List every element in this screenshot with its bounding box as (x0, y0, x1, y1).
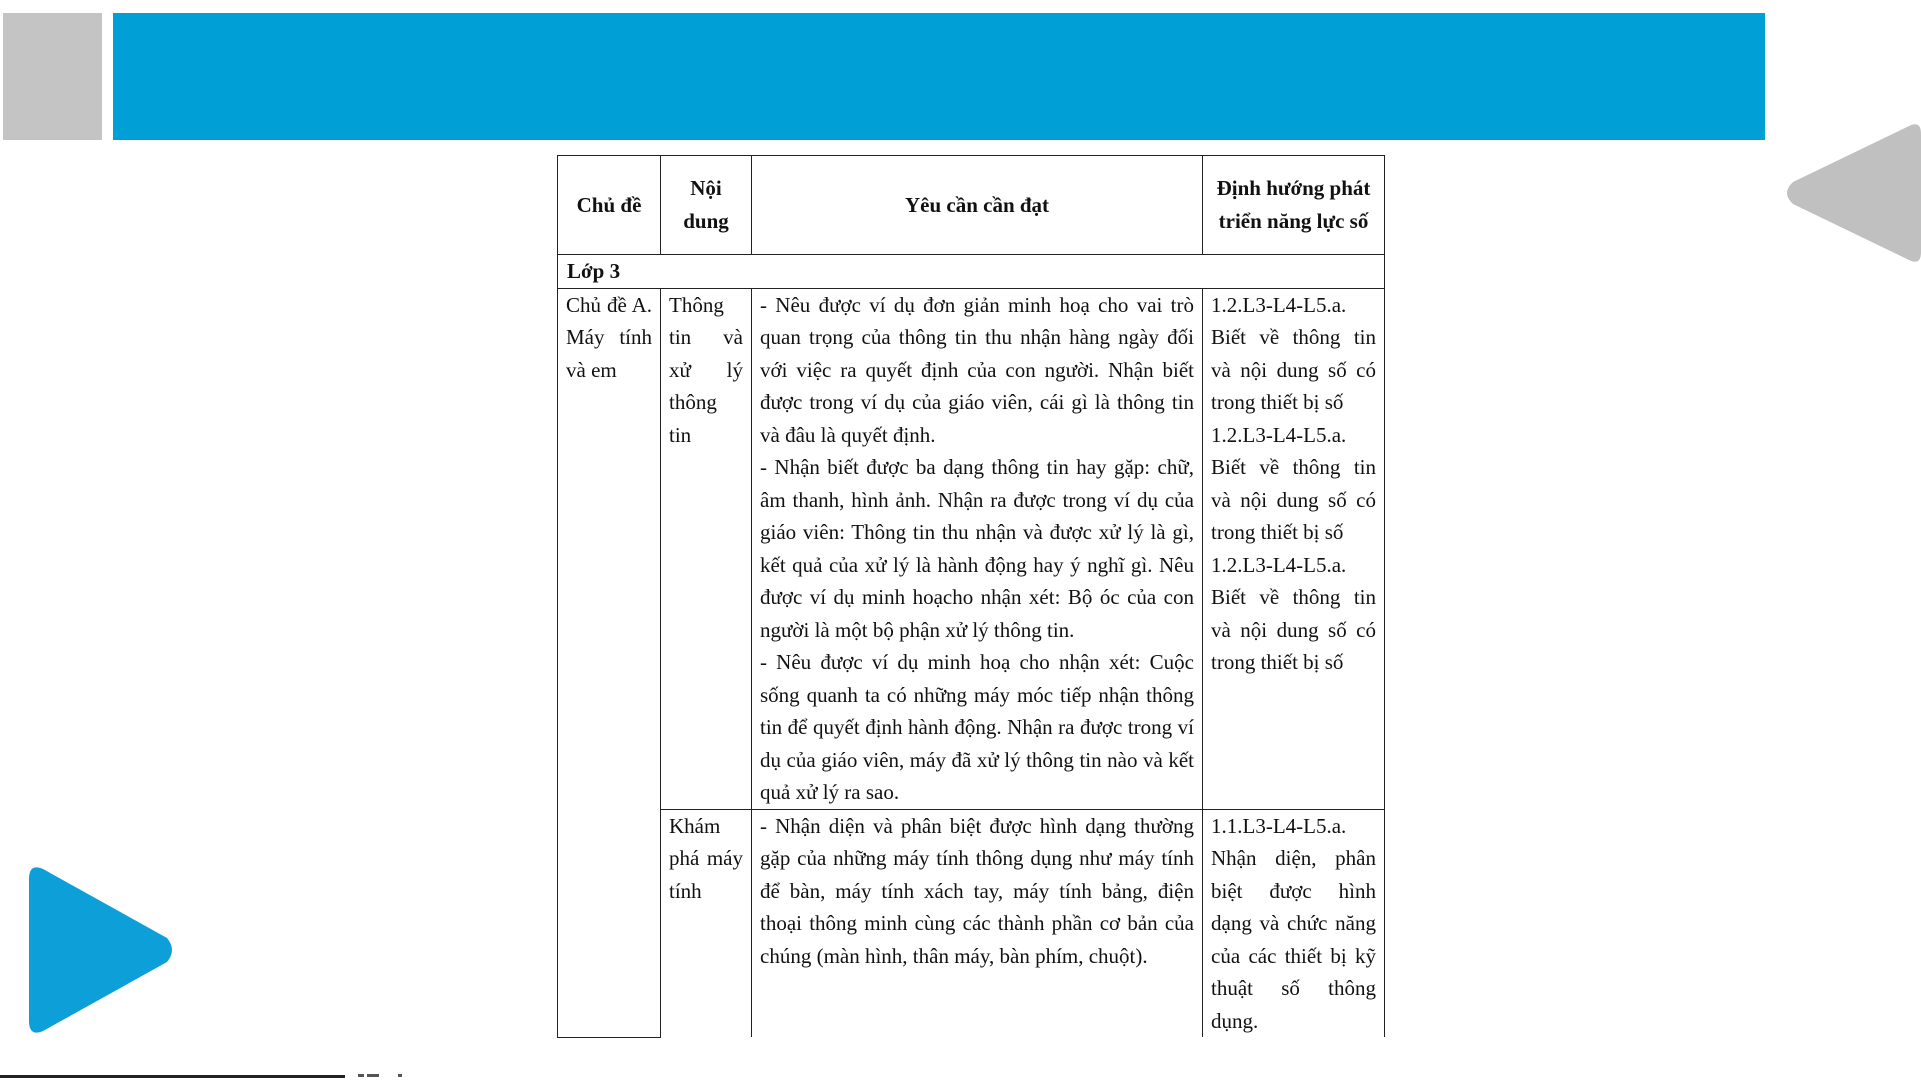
table-row (558, 809, 1385, 1037)
competency-cell (1203, 809, 1385, 1037)
next-slide-icon[interactable] (25, 865, 175, 1035)
requirement-cell (752, 809, 1203, 1037)
header-content: Nội dung (661, 156, 752, 255)
table-header-row (558, 156, 1385, 255)
requirement-item: - Nhận biết được ba dạng thông tin hay gặp: chữ, âm thanh, hình ảnh. Nhận ra được trong ví dụ của giáo viên: Thông tin thu nhận và được xử lý là gì, kết quả của xử lý là hành động hay ý nghĩ gì. Nêu được ví dụ minh hoạcho nhận xét: Bộ óc của con người là một bộ phận xử lý thông tin. (760, 455, 1194, 642)
content-cell: Khám phá máy tính (661, 809, 752, 1037)
footer-mark (358, 1072, 418, 1078)
header-requirement: Yêu cần cần đạt (752, 156, 1203, 255)
slide-gray-block (3, 13, 102, 140)
competency-item: 1.2.L3-L4-L5.a. Biết về thông tin và nội dung số có trong thiết bị số (1211, 292, 1376, 414)
competency-item: 1.2.L3-L4-L5.a. Biết về thông tin và nội dung số có trong thiết bị số (1211, 422, 1376, 544)
header-competency: Định hướng phát triển năng lực số (1203, 156, 1385, 255)
table-row (558, 288, 1385, 809)
footer-rule (0, 1075, 345, 1078)
requirement-cell (752, 288, 1203, 809)
requirement-item: - Nhận diện và phân biệt được hình dạng thường gặp của những máy tính thông dụng như máy tính để bàn, máy tính xách tay, máy tính bảng, điện thoại thông minh cùng các thành phần cơ bản của chúng (màn hình, thân máy, bàn phím, chuột). (760, 813, 1194, 968)
competency-item: 1.2.L3-L4-L5.a. Biết về thông tin và nội dung số có trong thiết bị số (1211, 552, 1376, 674)
topic-cell: Chủ đề A. Máy tính và em (558, 288, 661, 1037)
requirement-item: - Nêu được ví dụ minh hoạ cho nhận xét: Cuộc sống quanh ta có những máy móc tiếp nhận thông tin để quyết định hành động. Nhận ra được trong ví dụ của giáo viên, máy đã xử lý thông tin nào và kết quả xử lý ra sao. (760, 650, 1194, 804)
curriculum-table (557, 155, 1385, 1038)
content-cell: Thông tin và xử lý thông tin (661, 288, 752, 809)
requirement-item: - Nêu được ví dụ đơn giản minh hoạ cho vai trò quan trọng của thông tin thu nhận hàng ngày đối với việc ra quyết định của con người. Nhận biết được trong ví dụ của giáo viên, cái gì là thông tin và đâu là quyết định. (760, 292, 1194, 447)
grade-row (558, 255, 1385, 289)
grade-label: Lớp 3 (558, 255, 1385, 289)
slide-title-bar (113, 13, 1765, 140)
previous-slide-icon[interactable] (1781, 118, 1921, 268)
header-topic: Chủ đề (558, 156, 661, 255)
competency-item: 1.1.L3-L4-L5.a. Nhận diện, phân biệt được hình dạng và chức năng của các thiết bị kỹ thuật số thông dụng. (1211, 813, 1376, 1033)
competency-cell (1203, 288, 1385, 809)
